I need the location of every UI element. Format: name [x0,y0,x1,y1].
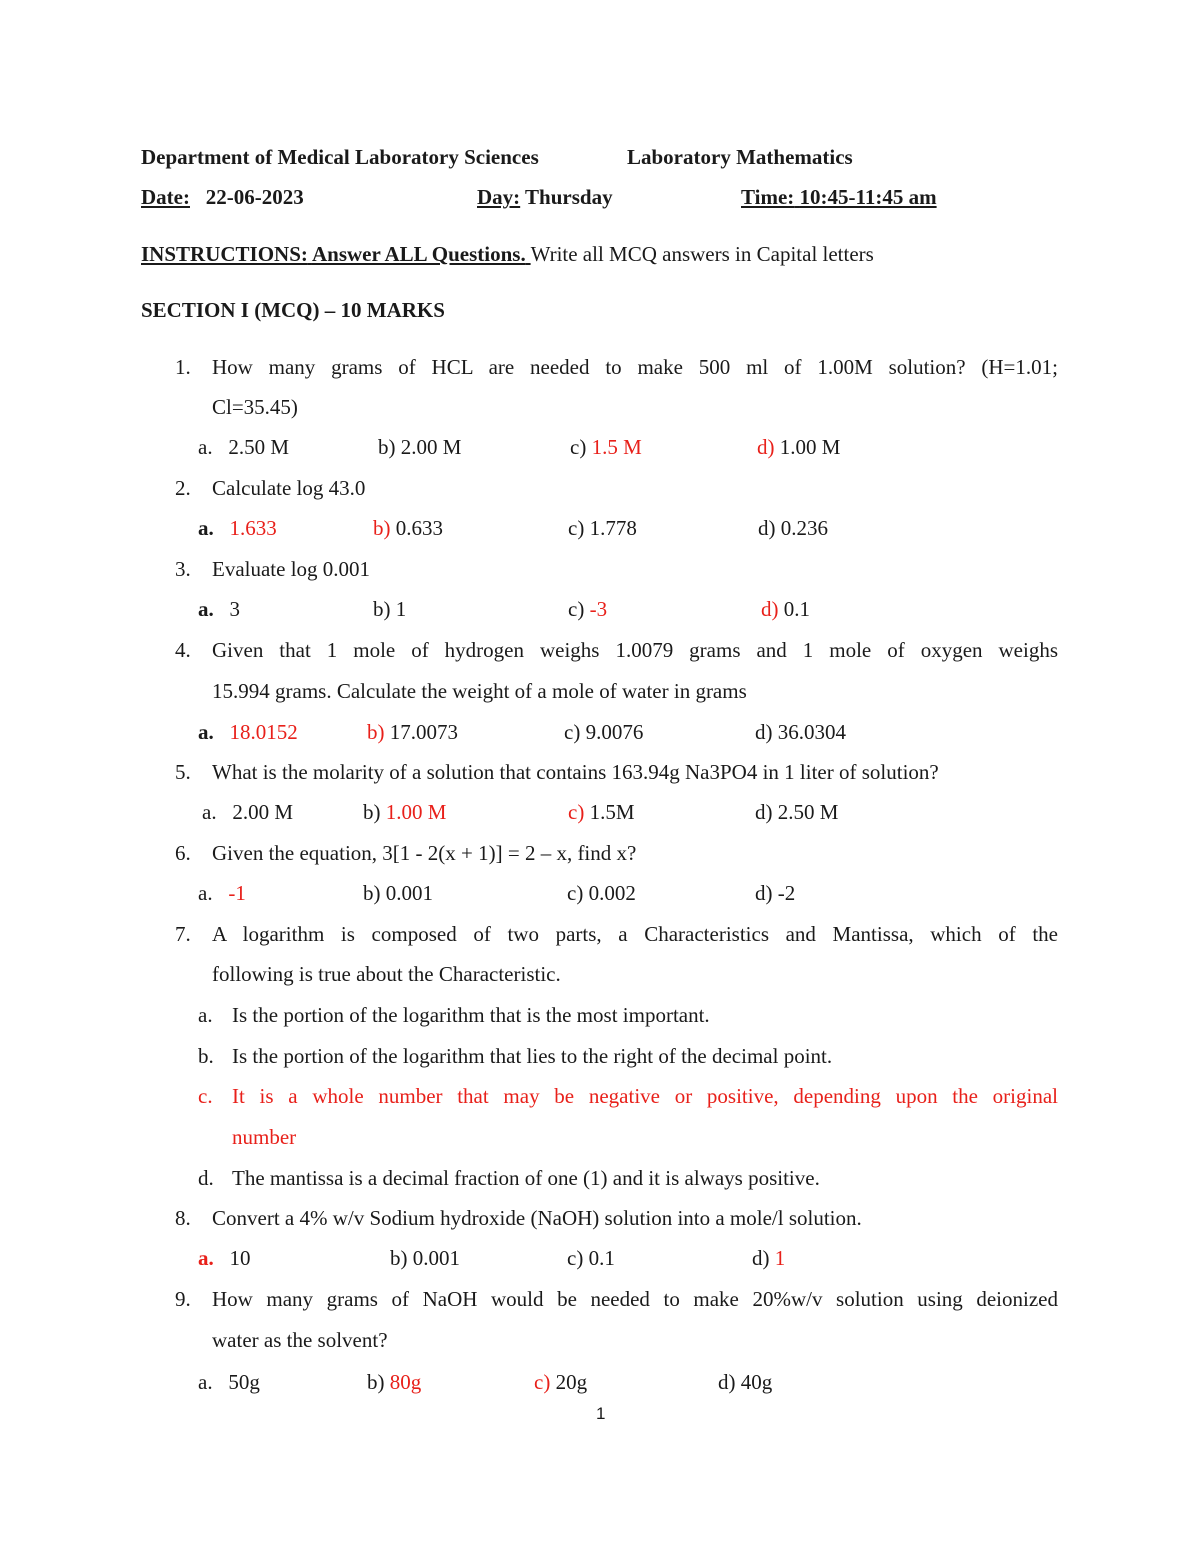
option-c-letter: c. [198,1084,213,1108]
option-b: b) 1.00 M [363,800,447,824]
date-field [141,187,304,208]
day-value: Thursday [525,185,613,209]
question-number: 2. [175,476,191,500]
page-number: 1 [596,1404,606,1423]
option-a: a. 10 [198,1246,251,1270]
option-c: c) -3 [568,597,608,621]
option-b: b) 80g [367,1370,422,1394]
time-value: 10:45-11:45 am [799,185,937,209]
option-c-text: It is a whole number that may be negative or positive, depending upon the original [232,1084,1058,1108]
question-text: A logarithm is composed of two parts, a Characteristics and Mantissa, which of the [212,922,1058,946]
course-name: Laboratory Mathematics [627,145,853,169]
option-c: c) 20g [534,1370,588,1394]
option-d: d) 1 [752,1246,786,1270]
question-number: 8. [175,1206,191,1230]
option-a-letter: a. [198,1003,213,1027]
option-c: c) 1.5 M [570,435,642,459]
time-label: Time: [741,185,795,209]
option-d-text: The mantissa is a decimal fraction of one (1) and it is always positive. [232,1166,820,1190]
question-number: 4. [175,638,191,662]
question-text-cont: 15.994 grams. Calculate the weight of a mole of water in grams [212,679,747,703]
question-number: 6. [175,841,191,865]
option-c: c) 1.778 [568,516,637,540]
option-b: b) 2.00 M [378,435,462,459]
question-number: 9. [175,1287,191,1311]
question-text: How many grams of HCL are needed to make 500 ml of 1.00M solution? (H=1.01; [212,355,1058,379]
option-a: a. 2.50 M [198,435,290,459]
option-b-letter: b. [198,1044,214,1068]
question-text-cont: following is true about the Characteristic. [212,962,561,986]
department-name: Department of Medical Laboratory Sciences [141,145,539,169]
section-title: SECTION I (MCQ) – 10 MARKS [141,298,445,322]
option-d: d) -2 [755,881,796,905]
option-b: b) 0.001 [390,1246,460,1270]
option-b: b) 17.0073 [367,720,458,744]
option-d: d) 2.50 M [755,800,839,824]
question-text-cont: Cl=35.45) [212,395,298,419]
option-a: a. 2.00 M [202,800,294,824]
question-text: Given that 1 mole of hydrogen weighs 1.0079 grams and 1 mole of oxygen weighs [212,638,1058,662]
question-text: What is the molarity of a solution that contains 163.94g Na3PO4 in 1 liter of solution? [212,760,939,784]
option-a: a. 3 [198,597,240,621]
time-field [741,187,937,208]
option-a: a. 50g [198,1370,260,1394]
option-d: d) 0.1 [761,597,810,621]
instructions-bold: Answer ALL Questions. [311,242,526,266]
instructions-text: Write all MCQ answers in Capital letters [530,242,874,266]
option-c: c) 1.5M [568,800,635,824]
question-text: Calculate log 43.0 [212,476,366,500]
day-label: Day: [477,185,521,209]
date-value: 22-06-2023 [205,185,304,209]
question-number: 1. [175,355,191,379]
option-c-text-cont: number [232,1125,297,1149]
option-d: d) 36.0304 [755,720,846,744]
option-b: b) 1 [373,597,407,621]
question-text: Given the equation, 3[1 - 2(x + 1)] = 2 – x, find x? [212,841,637,865]
question-number: 5. [175,760,191,784]
option-b: b) 0.633 [373,516,443,540]
option-b-text: Is the portion of the logarithm that lies to the right of the decimal point. [232,1044,833,1068]
question-text: Evaluate log 0.001 [212,557,371,581]
question-text: How many grams of NaOH would be needed to make 20%w/v solution using deionized [212,1287,1058,1311]
option-d: d) 40g [718,1370,773,1394]
question-text-cont: water as the solvent? [212,1328,388,1352]
option-a: a. 1.633 [198,516,277,540]
question-number: 3. [175,557,191,581]
option-a-text: Is the portion of the logarithm that is the most important. [232,1003,710,1027]
option-c: c) 0.002 [567,881,636,905]
question-text: Convert a 4% w/v Sodium hydroxide (NaOH) solution into a mole/l solution. [212,1206,862,1230]
option-d-letter: d. [198,1166,214,1190]
instructions [141,244,874,265]
date-label: Date: [141,185,190,209]
option-c: c) 9.0076 [564,720,644,744]
option-d: d) 1.00 M [757,435,841,459]
instructions-label: INSTRUCTIONS: [141,242,308,266]
option-a: a. -1 [198,881,246,905]
question-number: 7. [175,922,191,946]
option-a: a. 18.0152 [198,720,298,744]
option-c: c) 0.1 [567,1246,615,1270]
option-d: d) 0.236 [758,516,828,540]
day-field [477,187,613,208]
option-b: b) 0.001 [363,881,433,905]
